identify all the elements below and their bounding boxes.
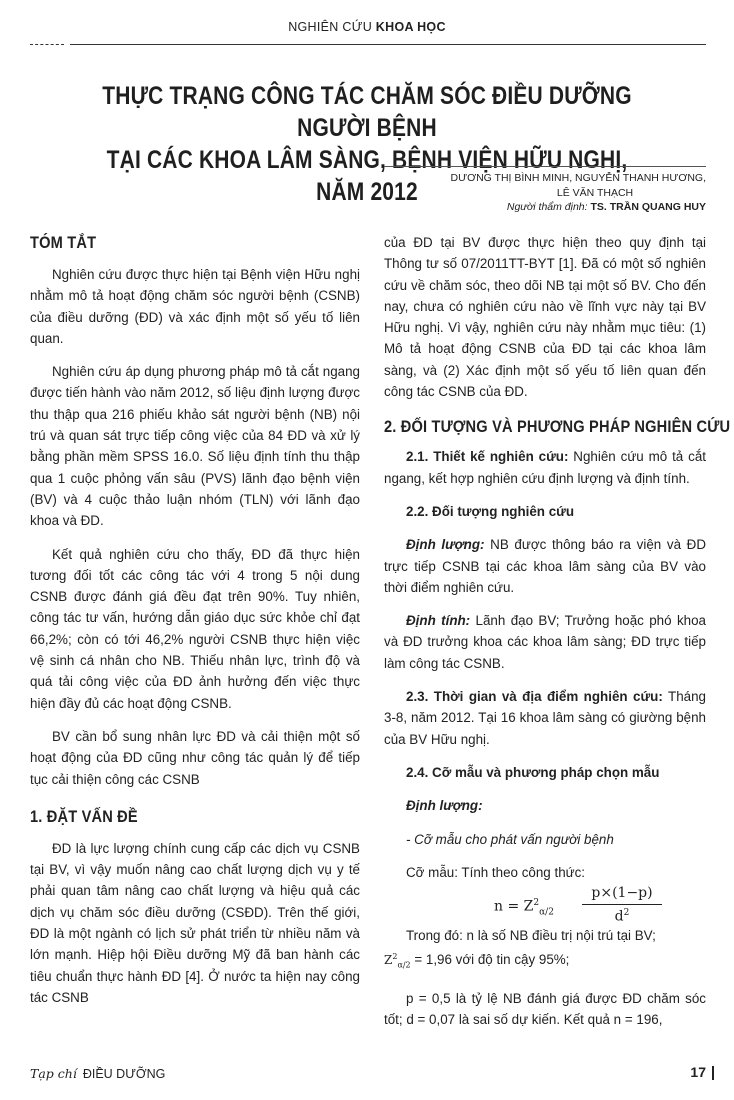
- quantitative-2-label: Định lượng:: [406, 798, 483, 814]
- authors-line-2: LÊ VĂN THẠCH: [556, 186, 634, 199]
- formula-numerator: p×(1−p): [582, 883, 662, 905]
- section-1-heading: 1. ĐẶT VẤN ĐỀ: [30, 806, 138, 826]
- z-symbol: $Z^2_{\alpha/2}$: [384, 952, 411, 970]
- subsection-2-1-label: 2.1. Thiết kế nghiên cứu:: [406, 449, 569, 465]
- title-line-1: THỰC TRẠNG CÔNG TÁC CHĂM SÓC ĐIỀU DƯỠNG NGƯỜI BỆNH: [102, 82, 632, 142]
- qualitative-text: Lãnh đạo BV; Trưởng hoặc phó khoa và ĐD trưởng khoa các khoa lâm sàng; ĐD trực tiếp làm công tác CSNB.: [384, 613, 707, 671]
- qualitative-subjects: [384, 610, 706, 674]
- authors-line-1: DƯƠNG THỊ BÌNH MINH, NGUYỄN THANH HƯƠNG,: [450, 172, 706, 184]
- intro-continued-paragraph: của ĐD tại BV được thực hiện theo quy định tại Thông tư số 07/2011TT-BYT [1]. Đã có một số nghiên cứu về chăm sóc, theo dõi NB tại một số BV. Cho đến nay, chưa có nghiên cứu nào về lĩnh vực này tại BV Hữu nghị. Vì vậy, nghiên cứu này nhằm mục tiêu: (1) Mô tả hoạt động CSNB của ĐD tại các khoa lâm sàng, và (2) Xác định một số yếu tố liên quan đến công tác CSNB của ĐD.: [384, 235, 706, 400]
- subsection-2-2-heading: 2.2. Đối tượng nghiên cứu: [406, 503, 575, 519]
- subsection-2-1-text: Nghiên cứu mô tả cắt ngang, kết hợp nghiên cứu định lượng và định tính.: [384, 449, 707, 486]
- quantitative-text: NB được thông báo ra viện và ĐD trực tiếp CSNB tại các khoa lâm sàng của BV vào thời điểm nghiên cứu.: [384, 537, 707, 595]
- subsection-2-3-text: Tháng 3-8, năm 2012. Tại 16 khoa lâm sàng có giường bệnh của BV Hữu nghị.: [384, 689, 706, 747]
- quantitative-subjects: [384, 534, 706, 598]
- sample-size-formula: [494, 883, 706, 925]
- subsection-2-4-heading: 2.4. Cỡ mẫu và phương pháp chọn mẫu: [406, 764, 660, 780]
- formula-lhs: $n = Z^2_{\alpha/2}$: [494, 898, 554, 918]
- reviewer-name: TS. TRẦN QUANG HUY: [587, 201, 706, 213]
- journal-name: ĐIỀU DƯỠNG: [82, 1067, 166, 1081]
- right-column: [384, 232, 731, 1031]
- formula-denominator: $d^2$: [614, 908, 630, 925]
- title-line-2: TẠI CÁC KHOA LÂM SÀNG, BỆNH VIỆN HỮU NGHỊ, NĂM 2012: [106, 146, 628, 206]
- journal-logo: Tạp chí: [30, 1066, 77, 1081]
- reviewer-line: [384, 200, 706, 215]
- sample-size-item: - Cỡ mẫu cho phát vấn người bệnh: [406, 831, 614, 847]
- authors-rule: [384, 166, 706, 167]
- p-value-paragraph: p = 0,5 là tỷ lệ NB đánh giá được ĐD chăm sóc tốt; d = 0,07 là sai số dự kiến. Kết quả n = 196,: [384, 991, 706, 1028]
- formula-intro: Cỡ mẫu: Tính theo công thức:: [406, 864, 586, 880]
- authors-block: [384, 171, 706, 215]
- section-2-heading: 2. ĐỐI TƯỢNG VÀ PHƯƠNG PHÁP NGHIÊN CỨU: [384, 417, 731, 437]
- z-value-text: = 1,96 với độ tin cậy 95%;: [410, 952, 570, 968]
- journal-footer: [30, 1066, 165, 1081]
- subsection-2-1: [384, 446, 706, 489]
- left-column: [30, 232, 360, 1008]
- summary-paragraph-2: Nghiên cứu áp dụng phương pháp mô tả cắt ngang được tiến hành vào năm 2012, số liệu định lượng được thu thập qua 216 phiếu khảo sát người bệnh (NB) nội trú và quan sát trực tiếp công việc của 84 ĐD và xử lý bằng phần mềm SPSS 16.0. Số liệu định tính thu thập qua 1 cuộc phỏng vấn sâu (PVS) lãnh đạo bệnh viện (BV) và 4 cuộc thảo luận nhóm (TLN) với lãnh đạo khoa và ĐD.: [30, 364, 360, 529]
- header-rule: [70, 44, 706, 45]
- subsection-2-3: [384, 686, 706, 750]
- qualitative-label: Định tính:: [406, 613, 471, 629]
- subsection-2-3-label: 2.3. Thời gian và địa điểm nghiên cứu:: [406, 689, 663, 705]
- summary-paragraph-4: BV cần bổ sung nhân lực ĐD và cải thiện một số hoạt động của ĐD cũng như công tác quản lý để tiếp tục cải thiện công các CSNB: [30, 728, 360, 787]
- formula-where: Trong đó: n là số NB điều trị nội trú tại BV;: [406, 928, 656, 944]
- summary-paragraph-3: Kết quả nghiên cứu cho thấy, ĐD đã thực hiện tương đối tốt các công tác với 4 trong 5 nội dung CSNB được đánh giá đều đạt trên 90%. Tuy nhiên, công tác tư vấn, hướng dẫn giáo dục sức khỏe chỉ đạt 66,2%; còn có tới 46,2% người CSNB thực hiện việc vệ sinh cá nhân cho NB. Thiếu nhân lực, trình độ và quá tải công việc của ĐD ảnh hưởng đến việc thực hiện đầy đủ các hoạt động CSNB.: [30, 546, 360, 711]
- reviewer-label: Người thẩm định:: [506, 201, 588, 213]
- header-prefix: NGHIÊN CỨU: [288, 20, 376, 34]
- z-value-line: [384, 946, 706, 976]
- section-1-paragraph: ĐD là lực lượng chính cung cấp các dịch vụ CSNB tại BV, vì vậy muốn nâng cao chất lượng dịch vụ y tế phải quan tâm nâng cao chất lượng và hiệu quả các dịch vụ chăm sóc điều dưỡng (CSĐD). Trên thế giới, ĐD là một ngành có lịch sử phát triển từ nhiều năm và lớn mạnh. Hiệp hội Điều dưỡng Mỹ đã ban hành các tiêu chuẩn thực hành ĐD [4]. Ở nước ta hiện nay công tác CSNB: [30, 840, 360, 1005]
- header-bold: KHOA HỌC: [375, 20, 446, 34]
- quantitative-label: Định lượng:: [406, 537, 485, 553]
- running-header: [0, 20, 734, 34]
- page-number-bar: [712, 1066, 714, 1080]
- summary-paragraph-1: Nghiên cứu được thực hiện tại Bệnh viện Hữu nghị nhằm mô tả hoạt động chăm sóc người bệnh (CSNB) của điều dưỡng (ĐD) và xác định một số yếu tố liên quan.: [30, 267, 360, 346]
- page-number: 17: [690, 1064, 714, 1080]
- header-dash-left: [30, 44, 64, 45]
- summary-heading: TÓM TẮT: [30, 233, 97, 252]
